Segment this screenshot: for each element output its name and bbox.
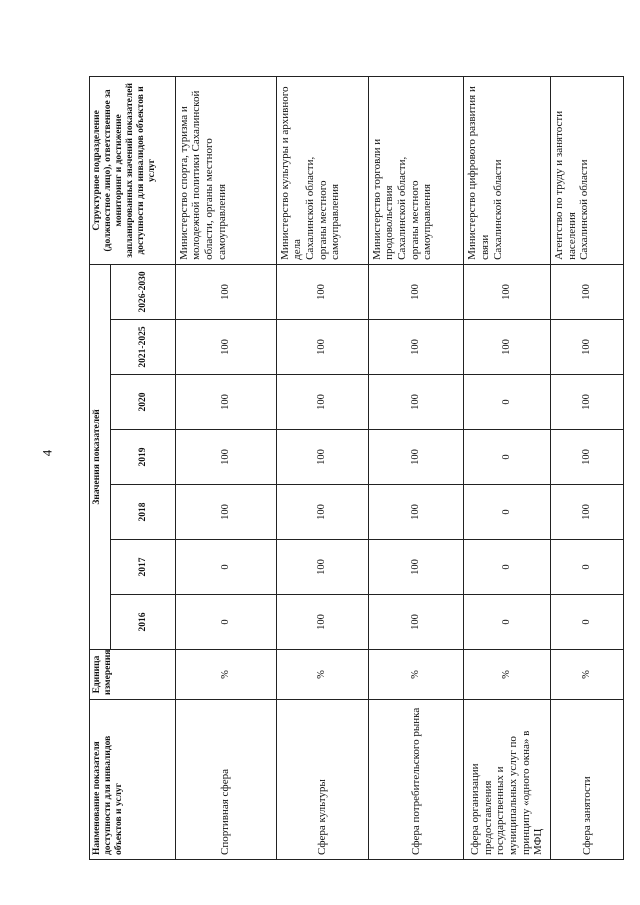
row-indicator-name: Спортивная сфера (175, 700, 276, 860)
row-value: 100 (276, 320, 368, 375)
row-value: 100 (175, 320, 276, 375)
row-value: 100 (464, 264, 551, 319)
table-row (175, 76, 276, 859)
header-year: 2017 (111, 540, 175, 595)
row-indicator-name: Сфера занятости (550, 700, 623, 860)
row-department: Министерство торговли и продовольствия Сахалинской области, органы местного самоуправления (368, 76, 463, 264)
row-value: 100 (276, 264, 368, 319)
page-number: 4 (39, 449, 55, 457)
row-value: 100 (276, 540, 368, 595)
row-value: 0 (550, 540, 623, 595)
row-value: 100 (368, 485, 463, 540)
row-department: Министерство цифрового развития и связи Сахалинской области (464, 76, 551, 264)
row-value: 100 (368, 264, 463, 319)
table-row (276, 76, 368, 859)
row-value: 100 (368, 540, 463, 595)
row-indicator-name: Сфера организации предоставления государственных и муниципальных услуг по принципу «одного окна» в МФЦ (464, 700, 551, 860)
row-unit: % (368, 650, 463, 700)
header-year: 2016 (111, 595, 175, 650)
row-unit: % (464, 650, 551, 700)
header-year: 2019 (111, 430, 175, 485)
header-department: Структурное подразделение (должностное лицо), ответственное за мониторинг и достижение запланированных значений показателей доступности для инвалидов объектов и услуг (90, 76, 176, 264)
table-row (550, 76, 623, 859)
row-value: 100 (175, 430, 276, 485)
header-values-group: Значения показателей (90, 264, 111, 649)
row-value: 0 (464, 430, 551, 485)
row-value: 100 (550, 264, 623, 319)
row-indicator-name: Сфера культуры (276, 700, 368, 860)
row-value: 0 (175, 540, 276, 595)
row-value: 100 (464, 320, 551, 375)
row-value: 100 (276, 375, 368, 430)
row-department: Министерство спорта, туризма и молодежной политики Сахалинской области, органы местного самоуправления (175, 76, 276, 264)
row-value: 100 (550, 430, 623, 485)
row-value: 0 (464, 485, 551, 540)
row-value: 100 (550, 485, 623, 540)
row-value: 100 (276, 485, 368, 540)
row-value: 100 (368, 430, 463, 485)
row-value: 100 (550, 375, 623, 430)
header-year: 2021-2025 (111, 320, 175, 375)
row-indicator-name: Сфера потребительского рынка (368, 700, 463, 860)
row-unit: % (276, 650, 368, 700)
header-year: 2020 (111, 375, 175, 430)
row-value: 100 (368, 320, 463, 375)
row-value: 0 (550, 595, 623, 650)
row-department: Министерство культуры и архивного дела Сахалинской области, органы местного самоуправления (276, 76, 368, 264)
rotated-table-wrapper (89, 77, 624, 860)
header-year: 2018 (111, 485, 175, 540)
row-value: 0 (175, 595, 276, 650)
row-value: 100 (175, 485, 276, 540)
accessibility-indicators-table (89, 76, 624, 860)
row-value: 100 (175, 264, 276, 319)
header-year: 2026-2030 (111, 264, 175, 319)
table-row (464, 76, 551, 859)
row-unit: % (175, 650, 276, 700)
table-row (368, 76, 463, 859)
row-value: 0 (464, 595, 551, 650)
row-value: 100 (276, 430, 368, 485)
row-department: Агентство по труду и занятости населения Сахалинской области (550, 76, 623, 264)
row-value: 0 (464, 375, 551, 430)
row-value: 100 (368, 375, 463, 430)
header-unit: Единица измерения (90, 650, 176, 700)
row-value: 100 (276, 595, 368, 650)
header-indicator-name: Наименование показателя доступности для инвалидов объектов и услуг (90, 700, 176, 860)
row-value: 100 (550, 320, 623, 375)
row-value: 0 (464, 540, 551, 595)
row-value: 100 (175, 375, 276, 430)
row-unit: % (550, 650, 623, 700)
row-value: 100 (368, 595, 463, 650)
